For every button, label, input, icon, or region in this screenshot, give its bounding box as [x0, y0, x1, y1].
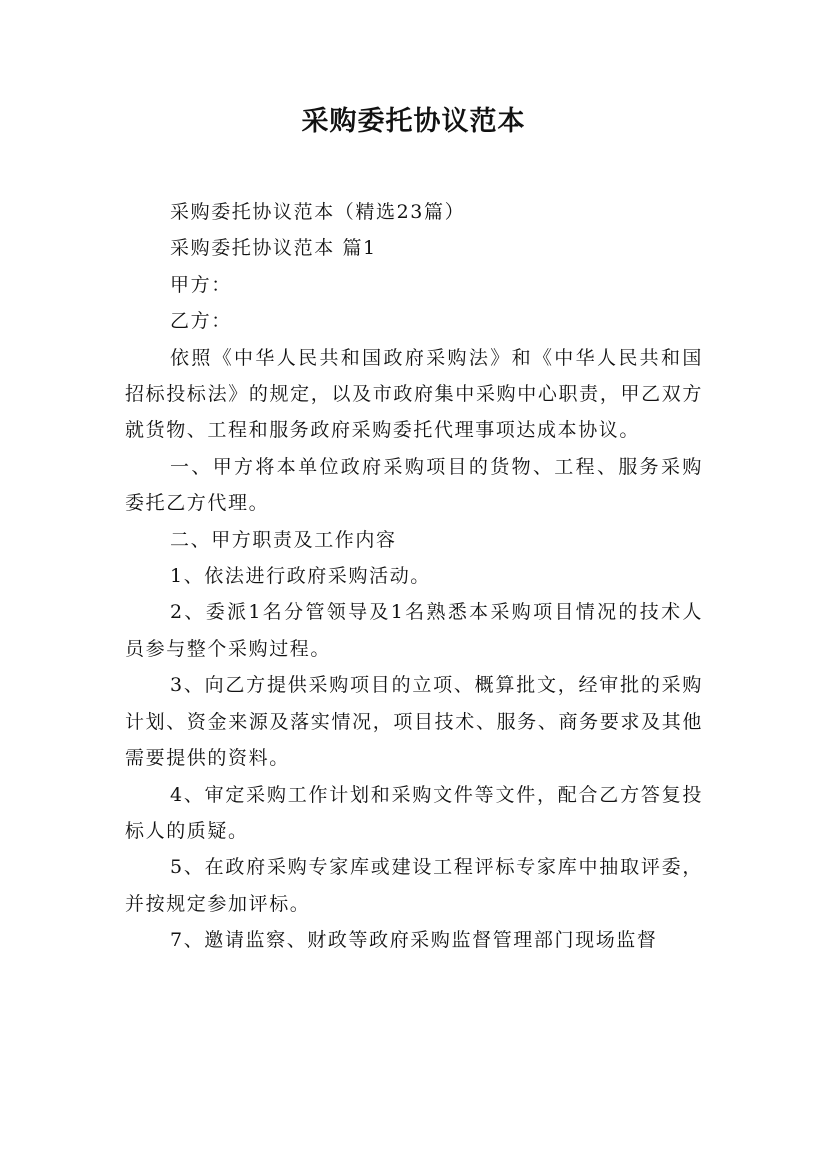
paragraph-item-2: 2、委派1名分管领导及1名熟悉本采购项目情况的技术人员参与整个采购过程。	[125, 601, 703, 660]
paragraph-party-a: 甲方：	[170, 273, 232, 296]
paragraph-item-4: 4、审定采购工作计划和采购文件等文件，配合乙方答复投标人的质疑。	[125, 783, 703, 842]
paragraph-preamble: 依照《中华人民共和国政府采购法》和《中华人民共和国招标投标法》的规定，以及市政府集中采购中心职责，甲乙双方就货物、工程和服务政府采购委托代理事项达成本协议。	[125, 346, 703, 442]
paragraph-party-b: 乙方：	[170, 310, 232, 333]
paragraph-item-5: 5、在政府采购专家库或建设工程评标专家库中抽取评委，并按规定参加评标。	[125, 856, 703, 915]
document-title: 采购委托协议范本	[301, 106, 526, 137]
paragraph-section-heading: 采购委托协议范本 篇1	[170, 237, 377, 260]
paragraph-subtitle: 采购委托协议范本（精选23篇）	[170, 201, 466, 223]
document-body	[125, 194, 703, 959]
paragraph-item-7: 7、邀请监察、财政等政府采购监督管理部门现场监督	[170, 929, 658, 952]
paragraph-clause-2-heading: 二、甲方职责及工作内容	[170, 528, 397, 551]
paragraph-item-1: 1、依法进行政府采购活动。	[170, 565, 431, 588]
paragraph-item-3: 3、向乙方提供采购项目的立项、概算批文，经审批的采购计划、资金来源及落实情况，项目技术、服务、商务要求及其他需要提供的资料。	[125, 674, 703, 770]
paragraph-clause-1: 一、甲方将本单位政府采购项目的货物、工程、服务采购委托乙方代理。	[125, 455, 703, 515]
